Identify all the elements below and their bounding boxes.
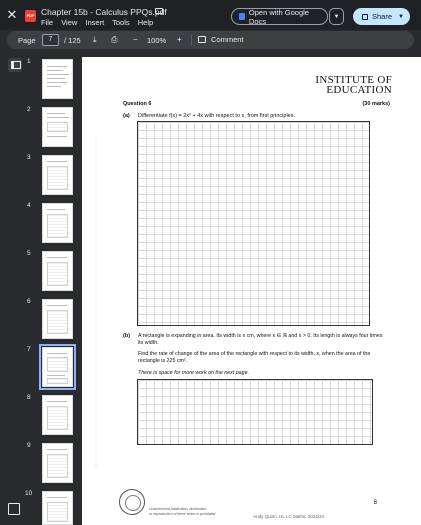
institute-seal-icon [119, 489, 145, 515]
part-b-label: (b) [123, 333, 131, 339]
pdf-page [82, 57, 421, 525]
open-with-dropdown-button[interactable] [329, 8, 344, 25]
page-thumbnail-7[interactable] [42, 347, 73, 387]
print-icon[interactable]: ⎙ [111, 35, 118, 44]
download-icon[interactable]: ⤓ [93, 35, 97, 44]
toolbar-divider [191, 35, 192, 45]
page-thumbnail-1[interactable] [42, 59, 73, 99]
thumbnail-number: 2 [27, 106, 31, 113]
page-thumbnail-5[interactable] [42, 251, 73, 291]
share-label: Share [372, 12, 393, 21]
part-a-label: (a) [123, 113, 130, 119]
footer-line-1: Unauthorised publication, distribution [149, 507, 207, 511]
institute-logo [315, 75, 392, 95]
menu-bar [41, 18, 159, 27]
thumbnail-number: 3 [27, 154, 31, 161]
sidebar-scrollbar[interactable] [95, 138, 97, 468]
thumbnail-number: 6 [27, 298, 31, 305]
lock-icon [362, 14, 368, 20]
menu-file[interactable]: File [41, 18, 54, 27]
page-thumbnail-3[interactable] [42, 155, 73, 195]
pdf-file-icon: PDF [25, 10, 36, 22]
zoom-in-icon[interactable]: + [177, 35, 182, 44]
answer-grid-a [137, 121, 370, 326]
thumbnail-number: 5 [27, 250, 31, 257]
page-number-input[interactable]: 7 [42, 34, 59, 46]
page-total: / 125 [64, 36, 81, 45]
open-with-docs-button[interactable] [231, 8, 328, 25]
page-number: 8 [373, 500, 377, 506]
panel-icon[interactable] [8, 503, 20, 515]
part-a-text: Differentiate f(x) = 2x² + 4x with respect to x, from first principles. [138, 113, 296, 119]
answer-grid-b [137, 379, 373, 445]
thumbnail-number: 1 [27, 58, 31, 65]
google-docs-icon [239, 13, 245, 20]
document-title[interactable]: Chapter 15b - Calculus PPQs.pdf [41, 7, 167, 17]
footer-line-2: or reproduction of these notes is prohibited [149, 511, 216, 516]
page-thumbnail-2[interactable] [42, 107, 73, 147]
part-b-text: A rectangle is expanding in area. Its width is x cm, where x ∈ ℝ and x > 0. Its length is always four times its width. [138, 333, 383, 346]
chevron-down-icon[interactable]: ▼ [398, 13, 404, 20]
footer-copyright [149, 507, 215, 516]
page-thumbnail-9[interactable] [42, 443, 73, 483]
thumbnail-number: 4 [27, 202, 31, 209]
menu-help[interactable]: Help [137, 18, 154, 27]
menu-tools[interactable]: Tools [112, 18, 130, 27]
folder-icon[interactable] [155, 8, 163, 14]
sidebar-toggle-icon[interactable] [8, 58, 22, 72]
page-thumbnail-10[interactable] [42, 491, 73, 525]
question-marks: (30 marks) [362, 101, 390, 107]
logo-line-1: INSTITUTE OF [315, 74, 392, 86]
close-icon[interactable]: ✕ [6, 7, 18, 22]
thumbnail-number: 10 [25, 490, 33, 497]
page-label: Page [18, 36, 36, 45]
comment-label: Comment [211, 35, 244, 44]
comment-icon [198, 36, 206, 43]
share-button[interactable] [353, 8, 410, 25]
menu-insert[interactable]: Insert [85, 18, 105, 27]
thumbnail-number: 8 [27, 394, 31, 401]
zoom-level[interactable]: 100% [147, 36, 167, 45]
open-with-docs-label: Open with Google Docs [248, 7, 309, 26]
page-thumbnail-4[interactable] [42, 203, 73, 243]
thumbnail-number: 9 [27, 442, 31, 449]
part-b-note: There is space for more work on the next page. [138, 370, 249, 376]
menu-view[interactable]: View [61, 18, 78, 27]
zoom-out-icon[interactable]: − [133, 35, 138, 44]
page-thumbnail-6[interactable] [42, 299, 73, 339]
page-thumbnail-8[interactable] [42, 395, 73, 435]
viewer-toolbar [7, 31, 414, 49]
chevron-down-icon: ▼ [333, 13, 340, 20]
footer-author: Andy Quinn. HL LC Maths. 2023/24 [253, 514, 324, 519]
part-b-instruction: Find the rate of change of the area of the rectangle with respect to its width, x, when the area of the rectangle is 225 cm². [138, 351, 371, 364]
comment-button[interactable] [198, 35, 244, 44]
question-title: Question 6 [123, 101, 152, 107]
app-header [0, 0, 421, 30]
thumbnail-number: 7 [27, 346, 31, 353]
logo-line-2: EDUCATION [326, 84, 392, 96]
